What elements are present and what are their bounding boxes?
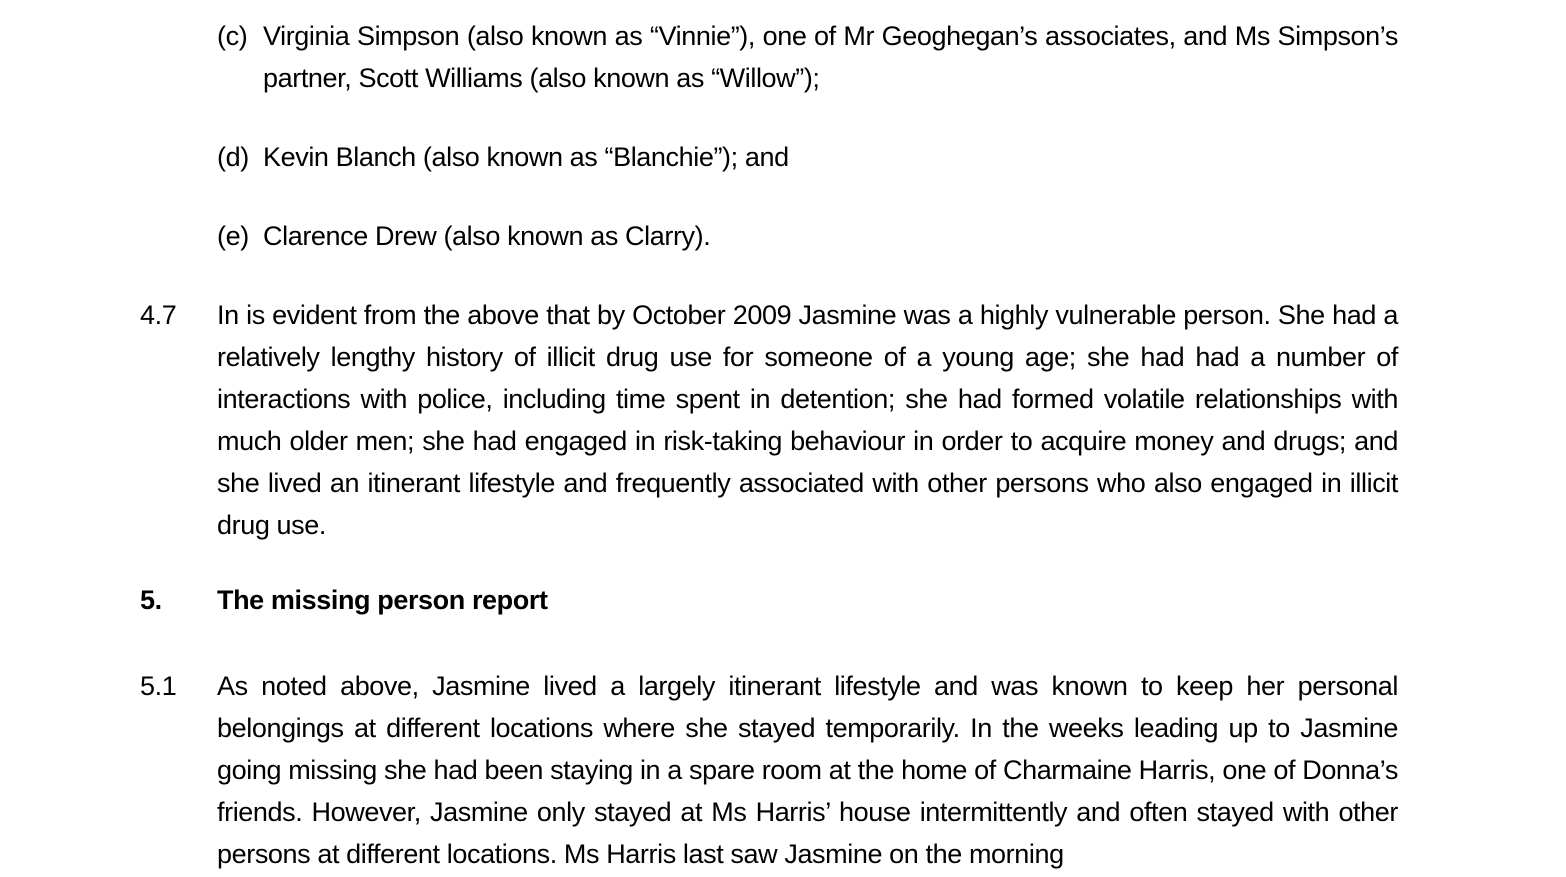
list-item-marker: (d) xyxy=(217,142,249,172)
paragraph-text: In is evident from the above that by October 2009 Jasmine was a highly vulnerable person. She had a relatively lengthy history of illicit drug use for someone of a young age; she had had a number of interactions with police, including time spent in detention; she had formed volatile relationships with much older men; she had engaged in risk-taking behaviour in order to acquire money and drugs; and she lived an itinerant lifestyle and frequently associated with other persons who also engaged in illicit drug use. xyxy=(217,300,1398,540)
list-item-e xyxy=(217,215,1398,257)
section-heading-title: The missing person report xyxy=(217,585,548,615)
list-item-marker: (e) xyxy=(217,221,249,251)
paragraph-number: 4.7 xyxy=(140,300,177,330)
list-item-marker: (c) xyxy=(217,21,248,51)
paragraph-5-1 xyxy=(140,665,1398,875)
list-item-text: Clarence Drew (also known as Clarry). xyxy=(263,221,711,251)
list-item-text: Virginia Simpson (also known as “Vinnie”), one of Mr Geoghegan’s associates, and Ms Simpson’s partner, Scott Williams (also known as “Willow”); xyxy=(263,21,1398,93)
list-item-text: Kevin Blanch (also known as “Blanchie”); and xyxy=(263,142,789,172)
section-heading-number: 5. xyxy=(140,585,162,615)
list-item-c xyxy=(217,15,1398,99)
paragraph-text: As noted above, Jasmine lived a largely itinerant lifestyle and was known to keep her personal belongings at different locations where she stayed temporarily. In the weeks leading up to Jasmine going missing she had been staying in a spare room at the home of Charmaine Harris, one of Donna’s friends. However, Jasmine only stayed at Ms Harris’ house intermittently and often stayed with other persons at different locations. Ms Harris last saw Jasmine on the morning xyxy=(217,671,1398,869)
paragraph-4-7 xyxy=(140,294,1398,546)
paragraph-number: 5.1 xyxy=(140,671,177,701)
section-heading xyxy=(140,579,1398,621)
list-item-d xyxy=(217,136,1398,178)
